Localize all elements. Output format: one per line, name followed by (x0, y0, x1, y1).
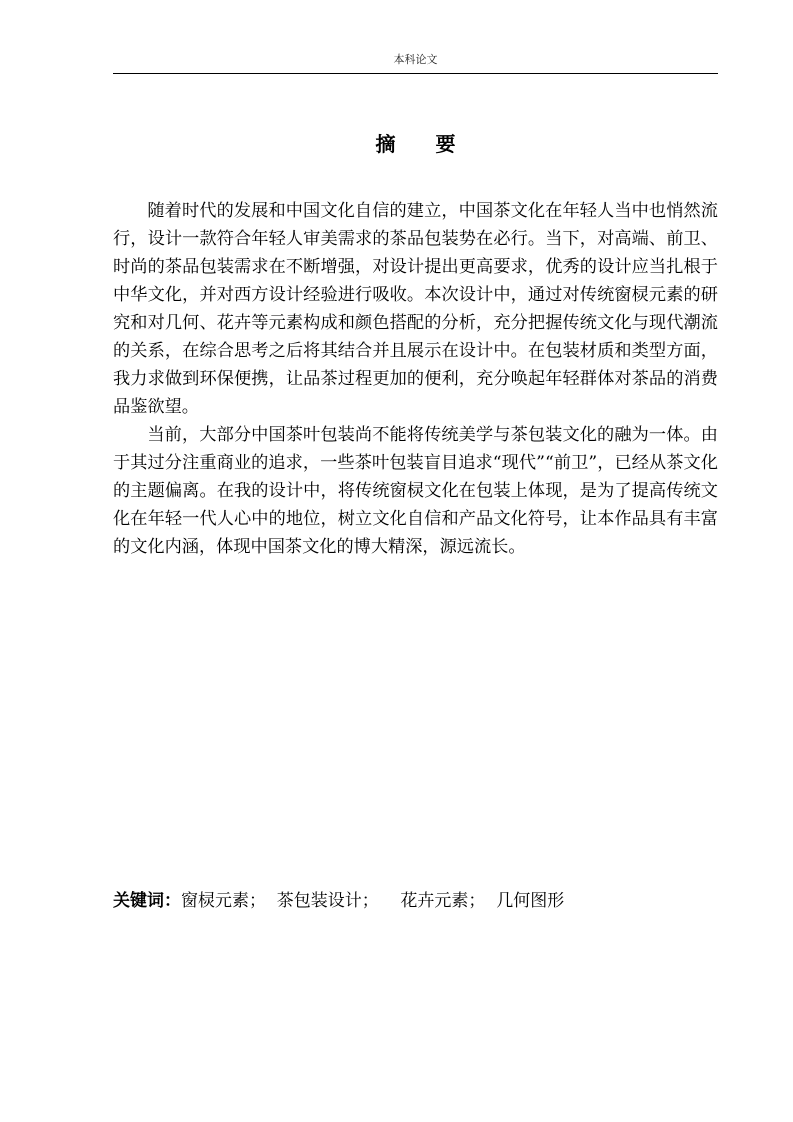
abstract-paragraph-2: 当前，大部分中国茶叶包装尚不能将传统美学与茶包装文化的融为一体。由于其过分注重商业的追求，一些茶叶包装盲目追求“现代”“前卫”，已经从茶文化的主题偏离。在我的设计中，将传统窗棂文化在包装上体现，是为了提高传统文化在年轻一代人心中的地位，树立文化自信和产品文化符号，让本作品具有丰富的文化内涵，体现中国茶文化的博大精深，源远流长。 (113, 425, 718, 557)
header-divider (113, 73, 718, 74)
running-header: 本科论文 (393, 53, 438, 66)
keywords-line (113, 888, 718, 914)
abstract-title: 摘 要 (375, 132, 456, 156)
abstract-paragraph-1: 随着时代的发展和中国文化自信的建立，中国茶文化在年轻人当中也悄然流行，设计一款符合年轻人审美需求的茶品包装势在必行。当下，对高端、前卫、时尚的茶品包装需求在不断增强，对设计提出更高要求，优秀的设计应当扎根于中华文化，并对西方设计经验进行吸收。本次设计中，通过对传统窗棂元素的研究和对几何、花卉等元素构成和颜色搭配的分析，充分把握传统文化与现代潮流的关系，在综合思考之后将其结合并且展示在设计中。在包装材质和类型方面，我力求做到环保便携，让品茶过程更加的便利，充分唤起年轻群体对茶品的消费品鉴欲望。 (113, 201, 718, 417)
keywords-value: 窗棂元素； 茶包装设计； 花卉元素； 几何图形 (181, 891, 565, 911)
abstract-body (113, 197, 718, 561)
keywords-label: 关键词： (113, 891, 181, 911)
